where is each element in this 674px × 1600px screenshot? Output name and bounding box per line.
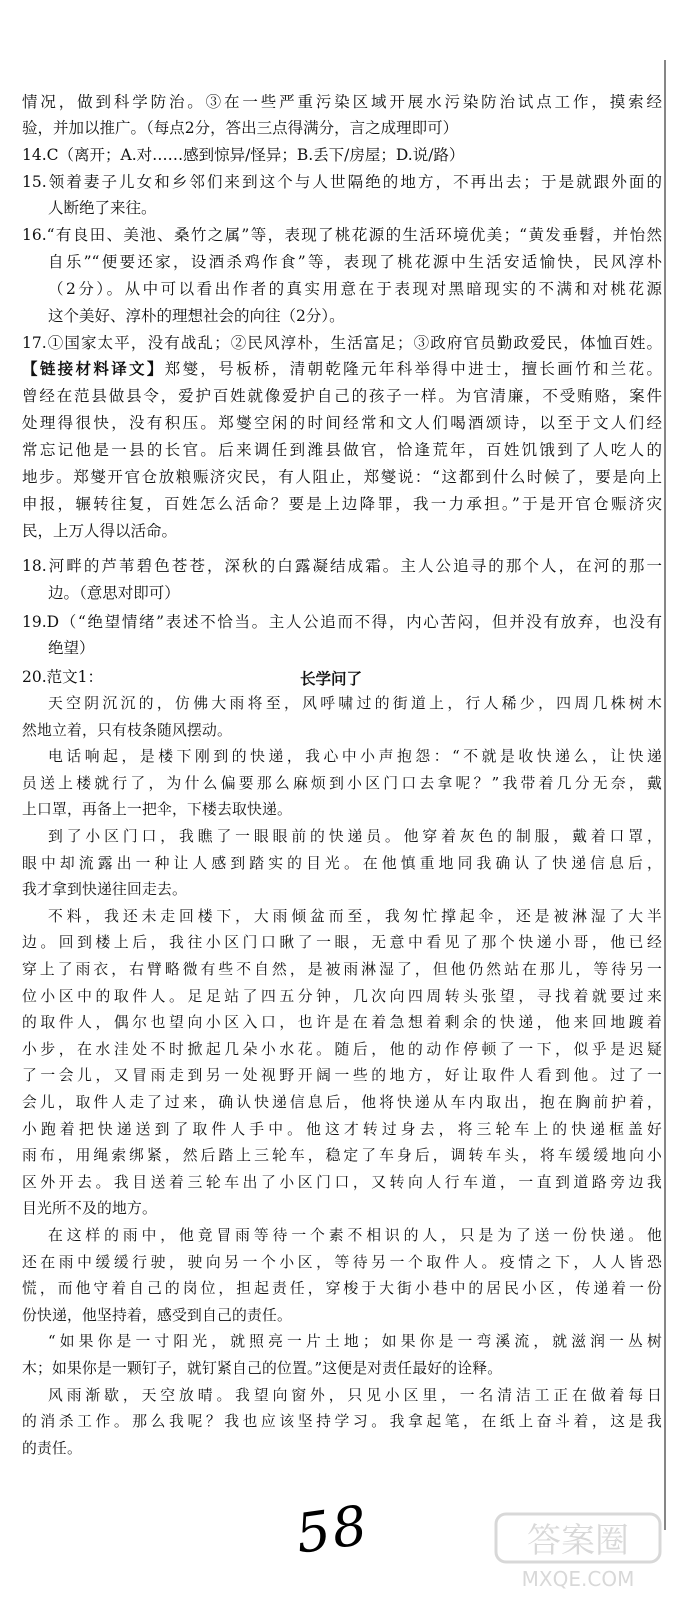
essay-paragraph-start: 到了小区门口，我瞧了一眼眼前的快递员。他穿着灰色的制服，戴着口罩， (48, 828, 662, 845)
translation-line: 地步。郑燮开官仓放粮赈济灾民，有人阻止，郑燮说：“这都到什么时候了，要是向上 (22, 468, 662, 486)
essay-line: 份快递，他坚持着，感受到自己的责任。 (22, 1307, 292, 1324)
text-line: 人断绝了来往。 (48, 199, 157, 217)
watermark-text: 答案圈 (527, 1521, 629, 1561)
essay-line: 小跑着把快递送到了取件人手中。他这才转过身去，将三轮车上的快递框盖好 (22, 1121, 662, 1138)
essay-paragraph-start: 电话响起，是楼下刚到的快递，我心中小声抱怨：“不就是收快递么，让快递 (48, 748, 662, 765)
essay-label: 20.范文1： (22, 668, 104, 686)
text-line: 这个美好、淳朴的理想社会的向往（2分）。 (48, 307, 345, 325)
essay-line: 的消杀工作。那么我呢？我也应该坚持学习。我拿起笔，在纸上奋斗着，这是我 (22, 1413, 662, 1430)
translation-text: 郑燮，号板桥，清朝乾隆元年科举得中进士，擅长画竹和兰花。 (164, 360, 662, 378)
essay-line: 的取件人，偶尔也望向小区入口，也许是在着急想着剩余的快递，他来回地踱着 (22, 1014, 662, 1031)
essay-paragraph-start: “如果你是一寸阳光，就照亮一片土地；如果你是一弯溪流，就滋润一丛树 (48, 1333, 662, 1350)
essay-paragraph-start: 不料，我还未走回楼下，大雨倾盆而至，我匆忙撑起伞，还是被淋湿了大半 (48, 908, 662, 925)
page-number: 58 (291, 1493, 373, 1566)
watermark-logo (490, 1510, 665, 1592)
essay-line: 了一会儿，又冒雨走到另一处视野开阔一些的地方，好让取件人看到他。过了一 (22, 1067, 662, 1084)
text-line: 情况，做到科学防治。③在一些严重污染区域开展水污染防治试点工作，摸索经 (22, 93, 662, 111)
answer-18: 18.河畔的芦苇碧色苍苍，深秋的白露凝结成霜。主人公追寻的那个人，在河的那一 (22, 557, 662, 575)
essay-line: 目光所不及的地方。 (22, 1200, 157, 1217)
text-line: 自乐”“便要还家，设酒杀鸡作食”等，表现了桃花源中生活安适愉快，民风淳朴 (48, 253, 662, 271)
essay-line: 员送上楼就行了，为什么偏要那么麻烦到小区门口去拿呢？”我带着几分无奈，戴 (22, 775, 662, 792)
answer-17: 17.①国家太平，没有战乱；②民风淳朴，生活富足；③政府官员勤政爱民，体恤百姓。 (22, 334, 662, 352)
translation-line: 民，上万人得以活命。 (22, 522, 178, 540)
essay-paragraph-start: 风雨渐歇，天空放晴。我望向窗外，只见小区里，一名清洁工正在做着每日 (48, 1387, 662, 1404)
essay-line: 然地立着，只有枝条随风摆动。 (22, 722, 232, 739)
essay-line: 还在雨中缓缓行驶，驶向另一个小区，等待另一个取件人。疫情之下，人人皆恐 (22, 1254, 662, 1271)
translation-line: 处理得很快，没有积压。郑燮空闲的时间经常和文人们喝酒颂诗，以至于文人们经 (22, 414, 662, 432)
text-line: 验，并加以推广。（每点2分，答出三点得满分，言之成理即可） (22, 119, 459, 137)
answer-14: 14.C（离开；A.对……感到惊异/怪异；B.丢下/房屋；D.说/路） (22, 146, 465, 164)
text-line: 绝望） (48, 639, 95, 657)
essay-line: 的责任。 (22, 1440, 82, 1457)
translation-line: 申报，辗转往复，百姓怎么活命？要是上边降罪，我一力承担。”于是开官仓赈济灾 (22, 495, 662, 513)
essay-line: 穿上了雨衣，右臂略微有些不自然，是被雨淋湿了，但他仍然站在那儿，等待另一 (22, 961, 662, 978)
essay-line: 雨布，用绳索绑紧，然后踏上三轮车，稳定了车身后，调转车头，将车缓缓地向小 (22, 1147, 662, 1164)
essay-line: 会儿，取件人走了过来，确认快递信息后，他将快递从车内取出，抱在胸前护着， (22, 1094, 662, 1111)
translation-tag: 【链接材料译文】 (22, 359, 165, 378)
essay-line: 木；如果你是一颗钉子，就钉紧自己的位置。”这便是对责任最好的诠释。 (22, 1360, 503, 1377)
essay-paragraph-start: 在这样的雨中，他竟冒雨等待一个素不相识的人，只是为了送一份快递。他 (48, 1227, 662, 1244)
essay-line: 小步，在水洼处不时掀起几朵小水花。随后，他的动作停顿了一下，似乎是迟疑 (22, 1041, 662, 1058)
text-line: （2分）。从中可以看出作者的真实用意在于表现对黑暗现实的不满和对桃花源 (48, 280, 662, 298)
translation-line: 常忘记他是一县的长官。后来调任到潍县做官，恰逢荒年，百姓饥饿到了人吃人的 (22, 441, 662, 459)
essay-line: 眼中却流露出一种让人感到踏实的目光。在他慎重地同我确认了快递信息后， (22, 855, 662, 872)
answer-15: 15.领着妻子儿女和乡邻们来到这个与人世隔绝的地方，不再出去；于是就跟外面的 (22, 173, 662, 191)
translation-line: 曾经在范县做县令，爱护百姓就像爱护自己的孩子一样。为官清廉，不受贿赂，案件 (22, 387, 662, 405)
essay-paragraph-start: 天空阴沉沉的，仿佛大雨将至，风呼啸过的街道上，行人稀少，四周几株树木 (48, 695, 662, 712)
page-edge-line (664, 60, 670, 1530)
answer-16: 16.“有良田、美池、桑竹之属”等，表现了桃花源的生活环境优美；“黄发垂髫，并怡然 (22, 226, 662, 244)
essay-title: 长学问了 (300, 670, 363, 688)
answer-19: 19.D（“绝望情绪”表述不恰当。主人公追而不得，内心苦闷，但并没有放弃，也没有 (22, 613, 662, 631)
essay-line: 位小区中的取件人。足足站了四五分钟，几次向四周转头张望，寻找着就要过来 (22, 988, 662, 1005)
watermark-url: MXQE.COM (521, 1567, 635, 1591)
essay-line: 我才拿到快递往回走去。 (22, 881, 187, 898)
text-line: 边。（意思对即可） (48, 584, 180, 602)
essay-line: 边。回到楼上后，我往小区门口瞅了一眼，无意中看见了那个快递小哥，他已经 (22, 934, 662, 951)
essay-line: 区外开去。我目送着三轮车出了小区门口，又转向人行车道，一直到道路旁边我 (22, 1174, 662, 1191)
essay-line: 上口罩，再备上一把伞，下楼去取快递。 (22, 801, 292, 818)
translation-first-line (22, 359, 662, 379)
essay-line: 慌，而他守着自己的岗位，担起责任，穿梭于大街小巷中的居民小区，传递着一份 (22, 1280, 662, 1297)
